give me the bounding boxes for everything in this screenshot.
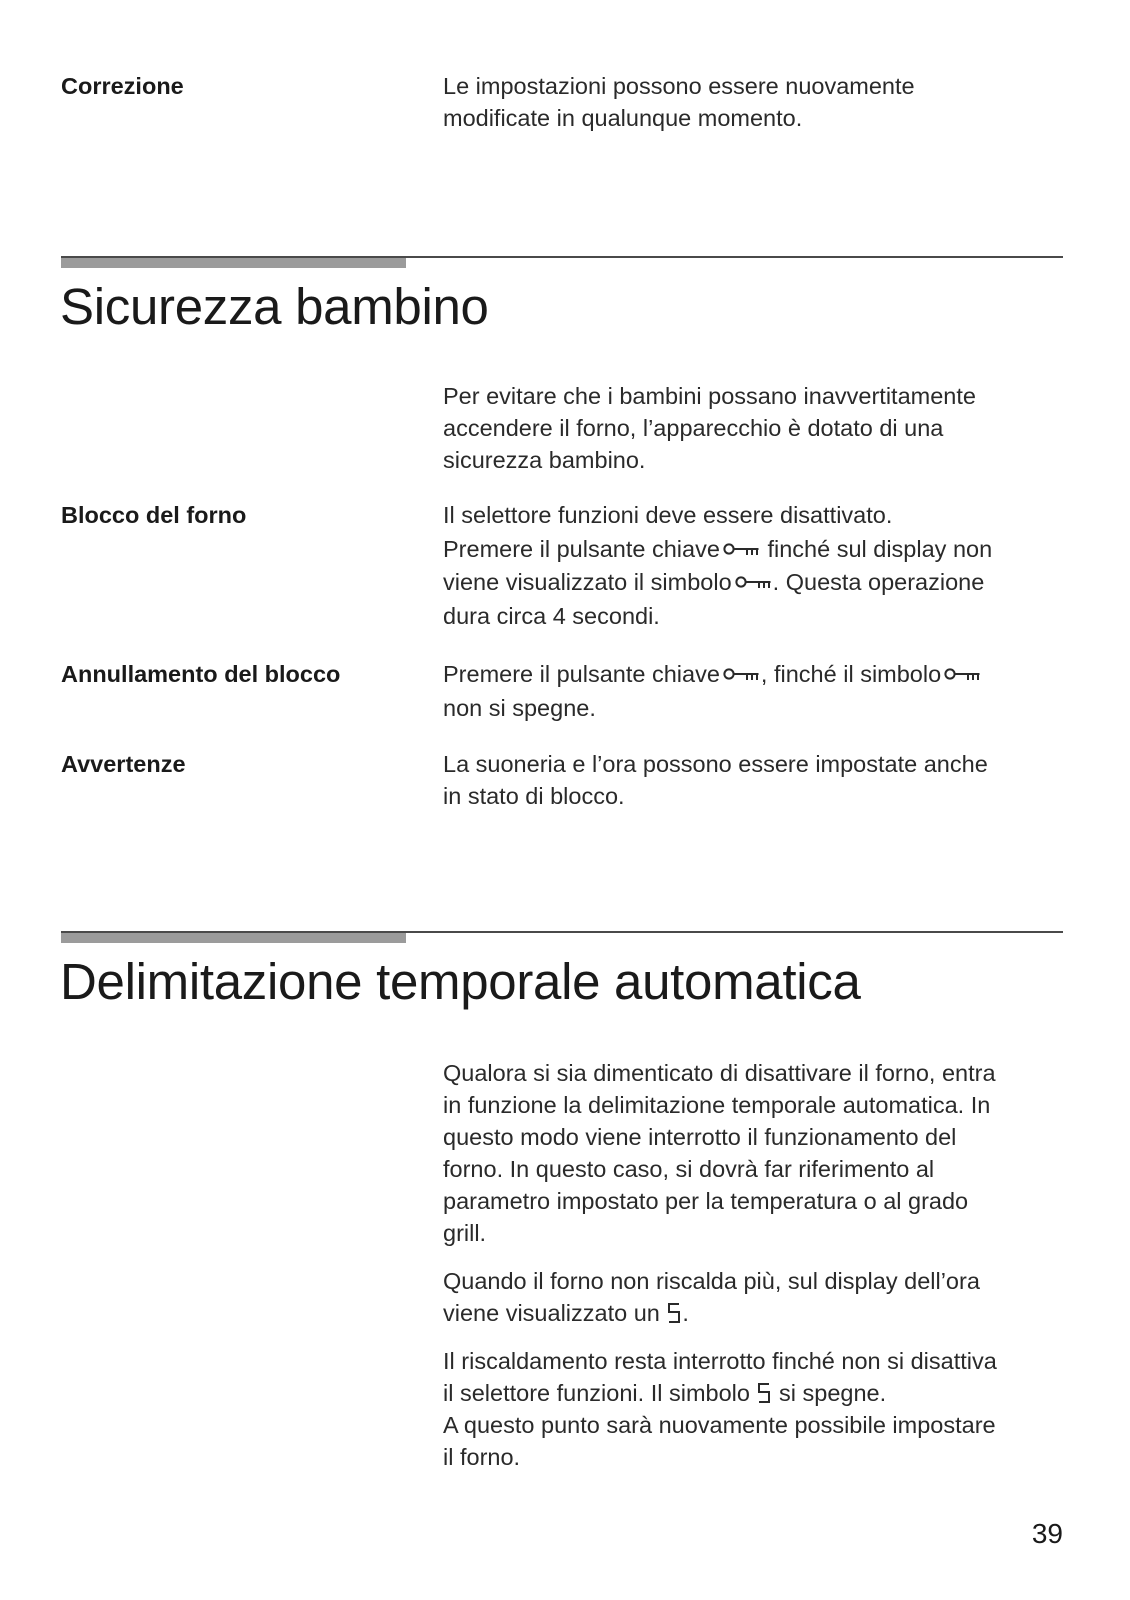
s-display-symbol-icon	[667, 1302, 681, 1324]
section-heading-sicurezza: Sicurezza bambino	[60, 278, 489, 335]
key-icon	[944, 667, 980, 681]
section-bar	[61, 932, 406, 943]
text-fragment: si spegne.	[772, 1380, 887, 1406]
text-line: questo modo viene interrotto il funzionamento del	[443, 1124, 957, 1150]
text-line: in stato di blocco.	[443, 783, 625, 809]
section-rule	[61, 256, 1063, 258]
text-line	[443, 533, 1083, 567]
text-line	[443, 566, 1083, 600]
s-display-symbol-icon	[757, 1382, 771, 1404]
text-line: Qualora si sia dimenticato di disattivare il forno, entra	[443, 1060, 996, 1086]
correzione-label: Correzione	[61, 73, 184, 99]
page-number: 39	[1031, 1518, 1063, 1549]
key-icon	[723, 542, 759, 556]
annullamento-text	[443, 658, 1083, 725]
text-line: sicurezza bambino.	[443, 447, 646, 473]
text-fragment: .	[682, 1300, 689, 1326]
text-line: forno. In questo caso, si dovrà far riferimento al	[443, 1156, 935, 1182]
text-line: grill.	[443, 1220, 487, 1246]
key-icon	[735, 575, 771, 589]
text-line: non si spegne.	[443, 694, 596, 721]
text-line: in funzione la delimitazione temporale automatica. In	[443, 1092, 991, 1118]
text-line	[443, 658, 1083, 692]
section-bar	[61, 257, 406, 268]
text-line: Per evitare che i bambini possano inavvertitamente	[443, 383, 976, 409]
text-fragment: finché sul display non	[760, 535, 993, 562]
delimitazione-para3	[443, 1345, 1083, 1473]
correzione-text	[443, 70, 1083, 134]
text-line: A questo punto sarà nuovamente possibile impostare	[443, 1412, 996, 1438]
text-line: dura circa 4 secondi.	[443, 602, 660, 629]
text-line: accendere il forno, l’apparecchio è dotato di una	[443, 415, 944, 441]
text-fragment: viene visualizzato un	[443, 1300, 667, 1326]
text-fragment: , finché il simbolo	[760, 661, 942, 687]
blocco-label: Blocco del forno	[61, 502, 247, 528]
text-line: Quando il forno non riscalda più, sul display dell’ora	[443, 1268, 980, 1294]
section-heading-delimitazione: Delimitazione temporale automatica	[60, 953, 861, 1010]
text-line: parametro impostato per la temperatura o al grado	[443, 1188, 969, 1214]
text-line	[443, 1297, 1083, 1329]
text-line: Il selettore funzioni deve essere disattivato.	[443, 502, 893, 528]
text-line: il forno.	[443, 1444, 521, 1470]
sicurezza-intro	[443, 380, 1083, 476]
text-fragment: Premere il pulsante chiave	[443, 535, 720, 562]
annullamento-label: Annullamento del blocco	[61, 661, 341, 687]
text-fragment: Premere il pulsante chiave	[443, 661, 720, 687]
text-fragment: viene visualizzato il simbolo	[443, 569, 732, 595]
text-line: Il riscaldamento resta interrotto finché non si disattiva	[443, 1348, 997, 1374]
avvertenze-label: Avvertenze	[61, 751, 186, 777]
section-rule	[61, 931, 1063, 933]
avvertenze-text	[443, 748, 1083, 812]
delimitazione-para2	[443, 1265, 1083, 1329]
blocco-text	[443, 499, 1083, 633]
text-fragment: il selettore funzioni. Il simbolo	[443, 1380, 757, 1406]
key-icon	[723, 667, 759, 681]
text-fragment: . Questa operazione	[772, 569, 985, 595]
text-line	[443, 1377, 1083, 1409]
text-line: La suoneria e l’ora possono essere impostate anche	[443, 751, 988, 777]
delimitazione-para1	[443, 1057, 1083, 1249]
text-line: modificate in qualunque momento.	[443, 105, 803, 131]
text-line: Le impostazioni possono essere nuovamente	[443, 73, 915, 99]
